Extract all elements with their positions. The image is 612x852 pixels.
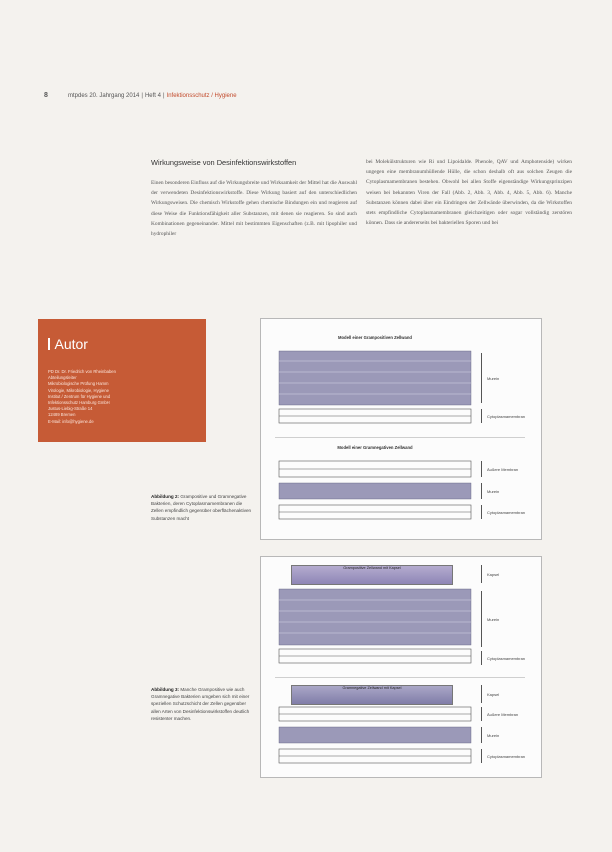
figure-2 (260, 318, 542, 540)
panel-divider (275, 677, 525, 678)
brace-outer-membrane-2 (481, 707, 482, 721)
page-number: 8 (44, 92, 48, 99)
label-outer-membrane-2: Äußere Membran (487, 712, 519, 717)
figure-3-caption-text: Manche Grampositive wie auch Gramnegative Bakterien umgeben sich mit einer speziellen Schutzschicht der Zellen gegenüber allen Arten von Desinfektionswirkstoffen deutlich resistenter machen. (151, 687, 250, 721)
label-cytoplasm-4: Cytoplasmamembran (487, 754, 526, 759)
murein-layer-thin (279, 483, 471, 499)
brace-capsule-2 (481, 685, 482, 703)
author-title-text: Autor (54, 336, 88, 352)
label-outer-membrane: Äußere Membran (487, 467, 519, 472)
label-cytoplasm: Cytoplasmamembran (487, 414, 526, 419)
cytoplasm-membrane (279, 505, 471, 519)
running-header (44, 92, 564, 104)
issue-info: mtpdes 20. Jahrgang 2014 | Heft 4 | Infektionsschutz / Hygiene (68, 93, 237, 99)
author-line: Infektionsschutz Hamburg GmbH (48, 400, 110, 406)
brace-cytoplasm-3 (481, 651, 482, 665)
brace-cytoplasm-2 (481, 505, 482, 519)
capsule-band-1 (291, 565, 453, 585)
article-column-2: bei Molekülstrukturen wie Ri und Lipoidalde. Phenole, QAV und Amphotenside) wirken ungegen eine membranumhüllende Hülle, die schon deshalb oft aus solchen Zeugen die Cytoplasmamembranen bestehen. Obwohl bei allen Stoffe eigenständige Wirkungsprinzipen weisen bei bekannten Viren der Fall (Abb. 2, Abb. 3, Abb. 4, Abb. 5, Abb. 6). Manche Substanzen können dabei über ein Eindringen der Zellwände überwinden, da die Wirkstoffen stets empfindliche Cytoplasmamembranen gleichzeitigen oder sogar vollständig zerstören können. Dass sie andererseits bei bakteriellen Sporen und bei (366, 159, 572, 227)
figure-3-caption (151, 686, 255, 722)
author-box (38, 319, 206, 442)
author-line: Institut / Zentrum für Hygiene und (48, 393, 111, 399)
capsule-band-1-label: Grampositive Zellwand mit Kapsel (343, 566, 401, 570)
author-title (48, 336, 88, 352)
author-details (48, 369, 198, 425)
brace-cytoplasm (481, 409, 482, 423)
gram-positive-wall-diagram (275, 349, 475, 425)
brace-murein-3 (481, 591, 482, 647)
article-column-1: Einen besonderen Einfluss auf die Wirkungsbreite und Wirksamkeit der Mittel hat die Auswahl der verwendeten Desinfektionswirkstoffe. Diese Wirkung basiert auf den unterschiedlichen Wirkungsweisen. Die chemisch Wirkstoffe gehen chemische Bindungen ein und reagieren auf diese Weise die Funktionsfähigkeit aller Substanzen, mit denen sie reagieren. So sind auch Kombinationen gegeneinander. Mittel mit bestimmten Eigenschaften (z.B. mit lipophiler und hydrophiler (151, 180, 357, 238)
brace-capsule (481, 565, 482, 583)
label-cytoplasm-3: Cytoplasmamembran (487, 656, 526, 661)
article-heading: Wirkungsweise von Desinfektionswirkstoffen (151, 158, 297, 167)
label-murein: Murein (487, 376, 500, 381)
cytoplasm-membrane (279, 409, 471, 423)
brace-murein-4 (481, 727, 482, 743)
volume-label: Heft 4 (144, 93, 161, 99)
author-line: Abteilungsleiter (48, 375, 77, 381)
figure-3-caption-label: Abbildung 3: (151, 687, 180, 692)
gram-positive-capsule-diagram (275, 585, 475, 667)
figure-2-caption-text: Grampositive und Gramnegative Bakterien, deren Cytoplasmamembranen die Zellen empfindlich gegenüber oberflächenaktiven Substanzen macht (151, 494, 252, 521)
capsule-band-2-label: Gramnegative Zellwand mit Kapsel (342, 686, 402, 690)
gram-negative-capsule-diagram (275, 705, 475, 771)
section-label: Infektionsschutz / Hygiene (166, 93, 237, 99)
author-line: PD Dr. Dr. Friedrich von Rheinbaben (48, 369, 116, 374)
author-email: E-Mail: info@hygiene.de (48, 418, 94, 424)
outer-membrane (279, 461, 471, 477)
gram-negative-wall-diagram (275, 457, 475, 529)
figure-2-panel-2-title: Modell einer Gramnegativen Zellwand (337, 445, 413, 450)
murein-layer (279, 351, 471, 405)
brace-murein (481, 353, 482, 403)
label-murein-3: Murein (487, 617, 500, 622)
figure-2-caption (151, 493, 255, 522)
label-murein-2: Murein (487, 489, 500, 494)
label-capsule-2: Kapsel (487, 692, 500, 697)
author-line: 12489 Bremen (48, 412, 76, 418)
label-cytoplasm-2: Cytoplasmamembran (487, 510, 526, 515)
brace-outer-membrane (481, 461, 482, 477)
brace-cytoplasm-4 (481, 749, 482, 763)
label-capsule: Kapsel (487, 572, 500, 577)
figure-2-panel-1-title: Modell einer Grampositiven Zellwand (338, 335, 412, 340)
panel-divider (275, 437, 525, 438)
label-murein-4: Murein (487, 733, 500, 738)
author-line: Virologie, Mikrobiologie, Hygiene (48, 387, 109, 393)
brace-murein-2 (481, 483, 482, 499)
capsule-band-2 (291, 685, 453, 705)
author-line: Justus-Liebig-Straße 14 (48, 406, 93, 412)
author-line: Mikrobiologische Prüfung Hamm (48, 381, 109, 387)
issue-label: mtpdes 20. Jahrgang 2014 (68, 93, 140, 99)
figure-2-caption-label: Abbildung 2: (151, 494, 180, 499)
accent-bar (48, 338, 50, 350)
figure-3 (260, 556, 542, 778)
